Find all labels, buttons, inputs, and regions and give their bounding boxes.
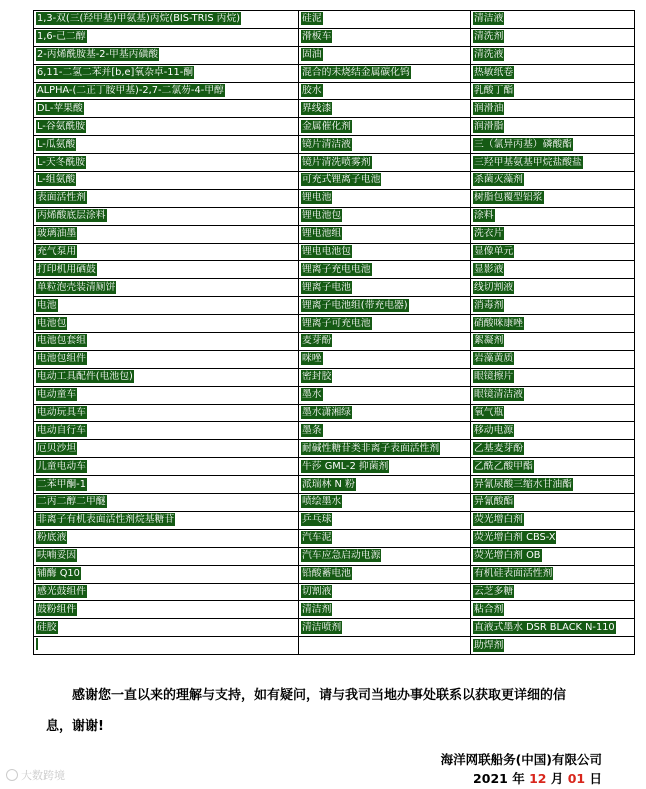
- product-name: DL-苹果酸: [37, 102, 83, 114]
- table-cell: [299, 243, 471, 261]
- table-cell: [299, 440, 471, 458]
- table-cell: [299, 637, 471, 655]
- table-cell: [471, 172, 635, 190]
- product-name: 汽车应急启动电源: [302, 550, 381, 562]
- table-cell: [34, 601, 299, 619]
- table-row: [34, 225, 635, 243]
- table-cell: [34, 172, 299, 190]
- product-name: 鼓粉组件: [37, 603, 77, 615]
- product-name: L-天冬酰胺: [37, 156, 86, 168]
- table-cell: [34, 207, 299, 225]
- table-cell: [299, 404, 471, 422]
- table-cell: [471, 28, 635, 46]
- product-name: 墨水: [302, 389, 322, 401]
- date-day-unit: 日: [589, 771, 602, 786]
- product-name: 金属催化剂: [302, 120, 351, 132]
- product-name: 电动自行车: [37, 424, 86, 436]
- table-cell: [471, 64, 635, 82]
- table-row: [34, 386, 635, 404]
- table-cell: [471, 601, 635, 619]
- product-name: [36, 638, 38, 650]
- date-month: 12: [529, 771, 547, 786]
- table-cell: [471, 440, 635, 458]
- product-name: 锂离子电池: [302, 281, 351, 293]
- product-name: 混合的未烧结金属碳化钨: [302, 67, 410, 79]
- product-name: 眼镜清洁液: [474, 389, 523, 401]
- table-cell: [471, 350, 635, 368]
- table-row: [34, 601, 635, 619]
- table-cell: [471, 529, 635, 547]
- table-cell: [34, 189, 299, 207]
- table-cell: [299, 189, 471, 207]
- table-cell: [299, 261, 471, 279]
- company-name: 海洋网联船务(中国)有限公司: [440, 752, 602, 767]
- table-cell: [471, 583, 635, 601]
- dangerous-goods-table: [33, 10, 635, 655]
- product-name: 打印机用硒鼓: [37, 263, 96, 275]
- table-cell: [471, 118, 635, 136]
- table-cell: [34, 261, 299, 279]
- table-cell: [299, 100, 471, 118]
- product-name: 眼镜擦片: [474, 371, 514, 383]
- product-name: 洗衣片: [474, 228, 504, 240]
- product-name: L-组氨酸: [37, 174, 76, 186]
- product-name: 密封胶: [302, 371, 332, 383]
- table-row: [34, 529, 635, 547]
- table-cell: [34, 494, 299, 512]
- table-cell: [299, 601, 471, 619]
- table-cell: [34, 637, 299, 655]
- product-name: 麦芽酚: [302, 335, 332, 347]
- product-name: 电动玩具车: [37, 407, 86, 419]
- table-cell: [299, 297, 471, 315]
- date-year-unit: 年: [512, 771, 525, 786]
- table-row: [34, 583, 635, 601]
- table-row: [34, 64, 635, 82]
- watermark: [6, 767, 65, 783]
- product-name: 辅酶 Q10: [37, 568, 80, 580]
- table-row: [34, 404, 635, 422]
- product-name: 锂电池组: [302, 228, 342, 240]
- date-month-unit: 月: [550, 771, 564, 786]
- table-cell: [34, 136, 299, 154]
- table-cell: [299, 136, 471, 154]
- table-row: [34, 172, 635, 190]
- product-name: 荧光增白剂: [474, 514, 523, 526]
- table-row: [34, 494, 635, 512]
- product-name: 电池包套组: [37, 335, 86, 347]
- table-cell: [34, 11, 299, 29]
- product-name: 移动电源: [474, 424, 514, 436]
- table-cell: [471, 511, 635, 529]
- product-name: 电池包组件: [37, 353, 86, 365]
- table-cell: [34, 64, 299, 82]
- table-cell: [299, 511, 471, 529]
- product-name: 锂电电池包: [302, 246, 351, 258]
- table-cell: [299, 350, 471, 368]
- product-name: L-谷氨酰胺: [37, 120, 86, 132]
- product-name: 线切割液: [474, 281, 514, 293]
- table-cell: [34, 529, 299, 547]
- product-name: 显影液: [474, 263, 504, 275]
- table-cell: [471, 404, 635, 422]
- table-cell: [34, 82, 299, 100]
- table-row: [34, 100, 635, 118]
- table-cell: [299, 225, 471, 243]
- table-cell: [299, 11, 471, 29]
- table-cell: [299, 118, 471, 136]
- product-name: 氧气瓶: [474, 407, 504, 419]
- table-row: [34, 350, 635, 368]
- table-cell: [299, 494, 471, 512]
- product-name: 乙酰乙酸甲酯: [474, 460, 533, 472]
- table-cell: [34, 476, 299, 494]
- product-name: 丙烯酸底层涂料: [37, 210, 106, 222]
- product-name: 汽车泥: [302, 532, 332, 544]
- table-cell: [299, 46, 471, 64]
- product-name: 单粒泡壳装清厕饼: [37, 281, 116, 293]
- product-name: 锂离子可充电池: [302, 317, 371, 329]
- product-name: 2-丙烯酰胺基-2-甲基丙磺酸: [37, 49, 159, 61]
- product-name: 耐碱性糖苷类非离子表面活性剂: [302, 442, 440, 454]
- table-cell: [471, 297, 635, 315]
- table-cell: [299, 386, 471, 404]
- table-cell: [34, 225, 299, 243]
- table-row: [34, 637, 635, 655]
- table-cell: [471, 565, 635, 583]
- table-cell: [471, 476, 635, 494]
- product-name: 电动童车: [37, 389, 77, 401]
- table-cell: [299, 82, 471, 100]
- product-name: 充气泵用: [37, 246, 77, 258]
- table-cell: [471, 458, 635, 476]
- table-cell: [34, 583, 299, 601]
- table-row: [34, 28, 635, 46]
- product-name: 乒乓球: [302, 514, 332, 526]
- table-cell: [299, 368, 471, 386]
- table-cell: [299, 28, 471, 46]
- table-cell: [471, 547, 635, 565]
- table-row: [34, 46, 635, 64]
- product-name: 荧光增白剂 CBS-X: [474, 532, 556, 544]
- product-name: 乳酸丁酯: [474, 85, 514, 96]
- table-cell: [471, 225, 635, 243]
- product-name: 厄贝沙坦: [37, 442, 77, 454]
- table-cell: [471, 207, 635, 225]
- table-row: [34, 440, 635, 458]
- product-name: 6,11-二氢二苯并[b,e]氧杂卓-11-酮: [37, 67, 194, 79]
- table-cell: [34, 404, 299, 422]
- table-row: [34, 511, 635, 529]
- table-row: [34, 565, 635, 583]
- table-row: [34, 422, 635, 440]
- table-cell: [299, 547, 471, 565]
- product-name: 感光鼓组件: [37, 585, 86, 597]
- table-row: [34, 333, 635, 351]
- table-cell: [299, 154, 471, 172]
- table-cell: [34, 315, 299, 333]
- product-name: 絮凝剂: [474, 335, 504, 347]
- table-cell: [34, 297, 299, 315]
- closing-note: [46, 680, 606, 742]
- table-cell: [471, 386, 635, 404]
- product-name: 显像单元: [474, 246, 514, 258]
- table-cell: [471, 494, 635, 512]
- product-name: 涂料: [474, 210, 494, 222]
- product-name: 电动工具配件(电池包): [37, 371, 133, 383]
- product-name: 锂离子电池组(带充电器): [302, 299, 408, 311]
- table-row: [34, 279, 635, 297]
- product-name: 助焊剂: [474, 639, 504, 651]
- table-cell: [299, 64, 471, 82]
- product-name: 清洁剂: [302, 603, 332, 615]
- table-cell: [471, 619, 635, 637]
- product-name: 表面活性剂: [37, 192, 86, 204]
- table-cell: [34, 333, 299, 351]
- issue-date: [473, 769, 602, 787]
- table-row: [34, 261, 635, 279]
- table-cell: [299, 315, 471, 333]
- watermark-logo-icon: [6, 769, 18, 781]
- watermark-text: 大数跨境: [21, 769, 65, 782]
- table-cell: [34, 100, 299, 118]
- table-body: [34, 11, 635, 655]
- table-cell: [34, 279, 299, 297]
- product-name: 清洁喷剂: [302, 621, 342, 633]
- table-cell: [34, 422, 299, 440]
- product-name: 呋喃妥因: [37, 550, 77, 562]
- table-row: [34, 476, 635, 494]
- product-name: 润滑脂: [474, 120, 504, 132]
- table-cell: [471, 82, 635, 100]
- product-name: 有机硅表面活性剂: [474, 568, 553, 580]
- product-name: 玻璃油墨: [37, 228, 77, 240]
- table-cell: [471, 261, 635, 279]
- table-cell: [471, 315, 635, 333]
- product-name: 杀菌灭藻剂: [474, 174, 523, 186]
- product-name: 清洗液: [474, 49, 504, 61]
- product-name: 喷绘墨水: [302, 496, 342, 508]
- table-cell: [34, 386, 299, 404]
- table-cell: [34, 46, 299, 64]
- product-name: 润滑油: [474, 102, 504, 114]
- product-name: 荧光增白剂 OB: [474, 550, 541, 562]
- product-name: 消毒剂: [474, 299, 504, 311]
- table-row: [34, 189, 635, 207]
- table-row: [34, 547, 635, 565]
- table-row: [34, 458, 635, 476]
- table-cell: [34, 350, 299, 368]
- product-name: 儿童电动车: [37, 460, 86, 472]
- product-name: 锂电池: [302, 192, 332, 204]
- product-name: 镜片清洁液: [302, 138, 351, 150]
- product-name: 滑板车: [302, 31, 332, 43]
- product-name: 硅泥: [302, 13, 322, 25]
- table-cell: [471, 46, 635, 64]
- product-name: 三（氯异丙基）磷酸酯: [474, 138, 572, 150]
- table-row: [34, 297, 635, 315]
- table-cell: [34, 511, 299, 529]
- table-cell: [299, 529, 471, 547]
- table-cell: [471, 11, 635, 29]
- product-name: ALPHA-(二正丁胺甲基)-2,7-二氯芴-4-甲醇: [37, 85, 224, 96]
- table-row: [34, 11, 635, 29]
- product-name: 粘合剂: [474, 603, 504, 615]
- table-cell: [471, 154, 635, 172]
- table-row: [34, 154, 635, 172]
- table-cell: [34, 28, 299, 46]
- table-cell: [34, 547, 299, 565]
- table-row: [34, 619, 635, 637]
- table-cell: [299, 422, 471, 440]
- product-name: 界线漆: [302, 102, 332, 114]
- product-name: 乙基麦芽酚: [474, 442, 523, 454]
- product-name: 清洗剂: [474, 31, 504, 43]
- table-row: [34, 118, 635, 136]
- product-name: 硝酸咪康唑: [474, 317, 523, 329]
- date-day: 01: [567, 771, 586, 786]
- product-name: 墨条: [302, 424, 322, 436]
- product-name: 墨水潇湘绿: [302, 407, 351, 419]
- product-name: 切割液: [302, 585, 332, 597]
- product-name: 1,6-己二醇: [37, 31, 86, 43]
- table-cell: [34, 440, 299, 458]
- product-name: 硅胶: [37, 621, 57, 633]
- table-cell: [34, 565, 299, 583]
- closing-note-line-2: 息，谢谢!: [46, 719, 104, 734]
- table-cell: [471, 100, 635, 118]
- product-name: 热敏纸卷: [474, 67, 514, 79]
- product-name: 可充式锂离子电池: [302, 174, 381, 186]
- product-name: 镜片清洗喷雾剂: [302, 156, 371, 168]
- table-cell: [34, 154, 299, 172]
- table-cell: [471, 136, 635, 154]
- table-cell: [471, 189, 635, 207]
- closing-note-line-1: 感谢您一直以来的理解与支持，如有疑问，请与我司当地办事处联系以获取更详细的信: [72, 688, 567, 703]
- table-row: [34, 368, 635, 386]
- product-name: 派瑞林 N 粉: [302, 478, 355, 490]
- product-name: 二丙二醇二甲醚: [37, 496, 106, 508]
- table-cell: [299, 172, 471, 190]
- product-name: 清洁液: [474, 13, 504, 25]
- product-name: 三羟甲基氨基甲烷盐酸盐: [474, 156, 582, 168]
- table-cell: [471, 279, 635, 297]
- product-name: 树脂包覆型铝浆: [474, 192, 543, 204]
- product-name: L-瓜氨酸: [37, 138, 76, 150]
- product-name: 固油: [302, 49, 322, 61]
- table-cell: [34, 243, 299, 261]
- table-cell: [299, 279, 471, 297]
- table-cell: [299, 476, 471, 494]
- product-name: 岩藻黄质: [474, 353, 514, 365]
- table-cell: [34, 619, 299, 637]
- table-cell: [299, 619, 471, 637]
- table-row: [34, 243, 635, 261]
- product-name: 粉底液: [37, 532, 67, 544]
- table-cell: [34, 458, 299, 476]
- table-cell: [471, 333, 635, 351]
- table-cell: [299, 583, 471, 601]
- product-name: 云芝多糖: [474, 585, 514, 597]
- table-cell: [299, 333, 471, 351]
- product-name: 电池: [37, 299, 57, 311]
- table-row: [34, 207, 635, 225]
- product-name: 非离子有机表面活性剂烷基糖苷: [37, 514, 175, 526]
- table-cell: [471, 368, 635, 386]
- product-name: 直液式墨水 DSR BLACK N-110: [474, 621, 615, 633]
- table-cell: [471, 637, 635, 655]
- product-name: 咪唑: [302, 353, 322, 365]
- table-row: [34, 136, 635, 154]
- table-row: [34, 315, 635, 333]
- product-name: 二苯甲酮-1: [37, 478, 86, 490]
- date-year: 2021: [473, 771, 508, 786]
- table-cell: [34, 368, 299, 386]
- product-name: 异氰尿酸三缩水甘油酯: [474, 478, 572, 490]
- product-name: 牛莎 GML-2 抑菌剂: [302, 460, 389, 472]
- product-name: 铅酸蓄电池: [302, 568, 351, 580]
- table-cell: [299, 458, 471, 476]
- table-cell: [471, 422, 635, 440]
- table-cell: [299, 207, 471, 225]
- product-name: 1,3-双(三(羟甲基)甲氨基)丙烷(BIS-TRIS 丙烷): [37, 13, 241, 25]
- table-cell: [471, 243, 635, 261]
- product-name: 锂离子充电电池: [302, 263, 371, 275]
- product-name: 胶水: [302, 85, 322, 96]
- table-cell: [34, 118, 299, 136]
- product-name: 异氰酸酯: [474, 496, 514, 508]
- table-row: [34, 82, 635, 100]
- product-name: 锂电池包: [302, 210, 342, 222]
- product-name: 电池包: [37, 317, 67, 329]
- table-cell: [299, 565, 471, 583]
